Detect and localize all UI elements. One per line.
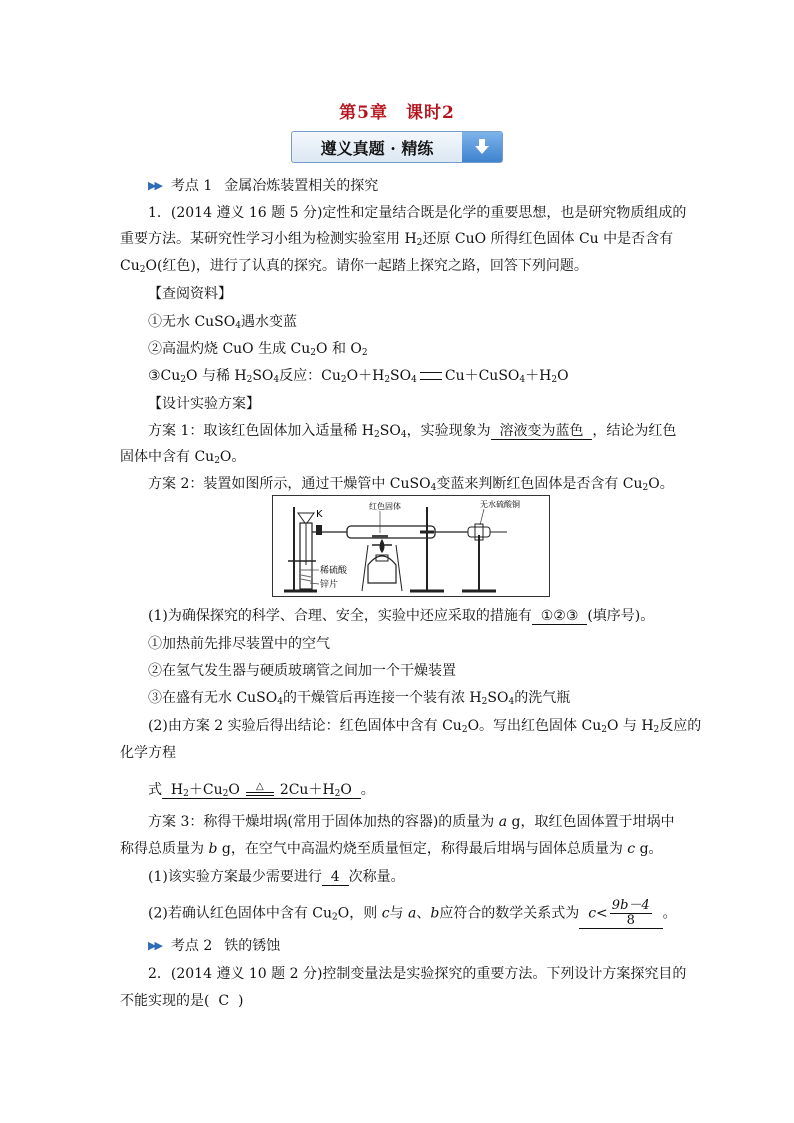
plan2-line1: 方案 2：装置如图所示，通过干燥管中 CuSO$_4$变蓝来判断红色固体是否含有 $Cu_2O$。 [148,476,674,493]
option-2: ②在氢气发生器与硬质玻璃管之间加一个干燥装置 [148,663,456,679]
equals-sign [420,372,442,380]
down-arrow-icon [462,132,502,162]
heat-condition: △ [246,783,274,797]
label-dilute-acid: 稀硫酸 [320,566,348,576]
answer-sub1: ①②③ [532,608,587,625]
label-zinc: 锌片 [320,580,339,590]
plan1-line2: 固体中含有 $Cu_2O$。 [120,449,246,466]
q1-line1: 1．(2014 遵义 16 题 5 分)定性和定量结合既是化学的重要思想，也是研究物质组成的 [148,205,687,221]
experiment-apparatus-figure [272,495,550,597]
plan3-line1: 方案 3：称得干燥坩埚(常用于固体加热的容器)的质量为 a g，取红色固体置于坩埚中 [148,814,675,830]
double-triangle-icon: ▶▶ [148,939,161,952]
answer-relation: c< $\frac{9b-4}{8}$ [579,899,662,929]
ref-item-1: ①无水 CuSO$_4$遇水变蓝 [148,314,297,331]
equation-line: 式 $H_2+Cu_2O$ △ $2Cu+H_2O$ 。 [148,781,375,799]
label-red-solid: 红色固体 [369,502,401,511]
answer-plan1: 溶液变为蓝色 [491,423,593,440]
sub2-question: (2)由方案 2 实验后得出结论：红色固体中含有 $Cu_2O$。写出红色固体 $Cu_2O$ 与 $H_2$反应的 [148,718,702,735]
sub1-question: (1)为确保探究的科学、合理、安全，实验中还应采取的措施有 ①②③ (填序号)。 [148,608,655,624]
label-anhydrous-cuso4: 无水硫酸铜 [480,500,520,509]
kp1-heading [148,176,378,196]
sub2-question-cont: 化学方程 [120,745,176,761]
section-lookup: 【查阅资料】 [148,286,232,302]
section-design: 【设计实验方案】 [148,396,260,412]
banner-text: 遵义真题 · 精练 [320,138,434,158]
answer-weigh-count: 4 [322,869,349,886]
fraction: $\frac{9b-4}{8}$ [611,898,650,928]
kp1-label: 考点 1 [170,178,213,194]
kp1-text: 金属冶炼装置相关的探究 [224,178,379,194]
kp2-heading [148,936,280,956]
q2-line1: 2．(2014 遵义 10 题 2 分)控制变量法是实验探究的重要方法。下列设计方案探究目的 [148,966,687,982]
ref-item-3: $③Cu_2O$ 与稀 $H_2SO_4$反应：$Cu_2O+H_2SO_4$ $Cu+CuSO_4+H_2O$ [148,368,569,385]
ref-item-2: ②高温灼烧 CuO 生成 $Cu_2O$ 和 $O_2$ [148,341,368,358]
plan3-sub2: (2)若确认红色固体中含有 $Cu_2O$，则 c与 a、b应符合的数学关系式为 c< $\frac{9b-4}{8}$ 。 [148,898,677,928]
plan1-line1: 方案 1：取该红色固体加入适量稀 $H_2SO_4$，实验现象为 溶液变为蓝色 ，结论为红色 [148,423,677,440]
label-k: K [316,509,323,520]
kp2-text: 铁的锈蚀 [224,938,281,954]
kp2-label: 考点 2 [170,938,213,954]
plan3-line2: 称得总质量为 b g，在空气中高温灼烧至质量恒定，称得最后坩埚与固体总质量为 c g。 [120,841,663,857]
q1-line2: 重要方法。某研究性学习小组为检测实验室用 $H_2$还原 CuO 所得红色固体 Cu 中是否含有 [120,231,674,248]
option-3: ③在盛有无水 CuSO$_4$的干燥管后再连接一个装有浓 $H_2SO_4$的洗气瓶 [148,690,571,707]
plan3-sub1: (1)该实验方案最少需要进行 4 次称量。 [148,869,405,885]
q2-answer: C [218,993,230,1009]
option-1: ①加热前先排尽装置中的空气 [148,636,330,652]
section-banner [291,131,503,163]
double-triangle-icon: ▶▶ [148,179,161,192]
q2-line2: 不能实现的是( C ) [120,993,244,1009]
q1-line3: $Cu_2O$(红色)，进行了认真的探究。请你一起踏上探究之路，回答下列问题。 [120,258,588,275]
page-title: 第5章 课时2 [339,103,455,123]
answer-equation: $H_2+Cu_2O$ △ $2Cu+H_2O$ [162,782,361,799]
